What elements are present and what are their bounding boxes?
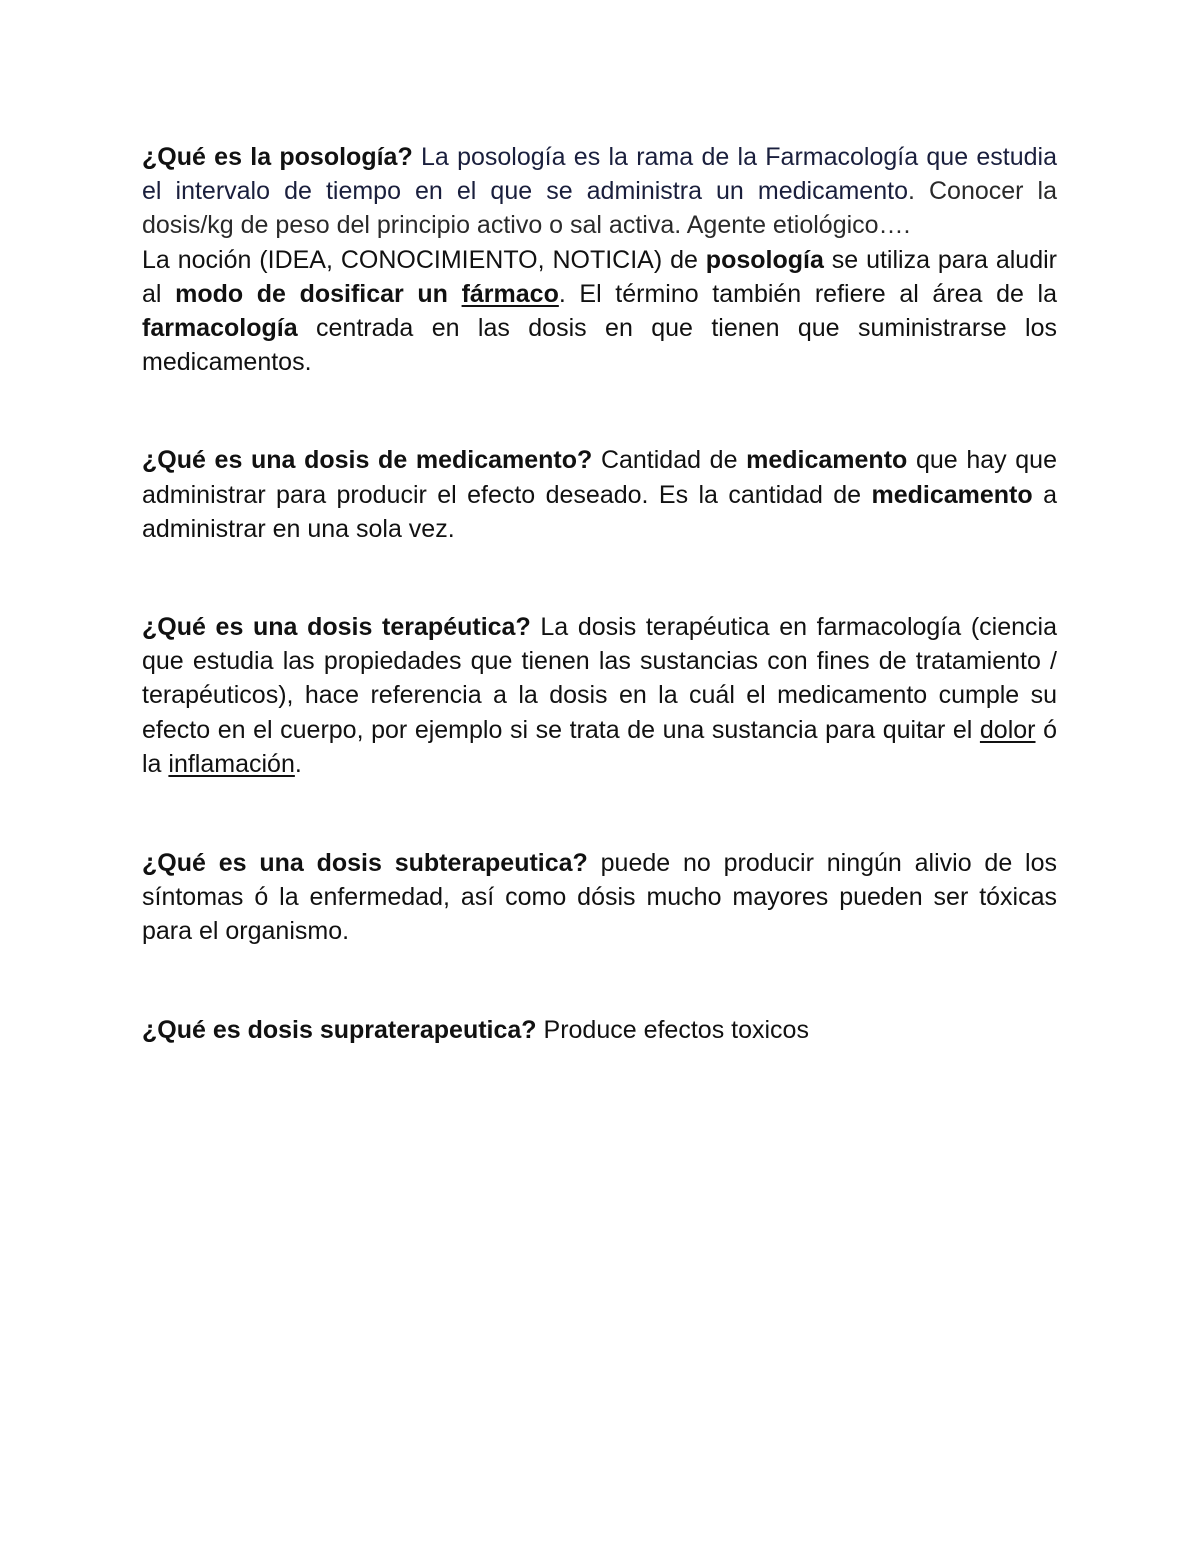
paragraph-dosis-terapeutica <box>142 610 1057 781</box>
inflamacion-link[interactable]: inflamación <box>168 749 295 778</box>
paragraph-text: La posología es la rama de la Farmacología que estudia el intervalo de tiempo en el que se administra un medicamento <box>142 143 1057 206</box>
bold-term: modo de dosificar un <box>175 279 462 308</box>
paragraph-text: Cantidad de <box>592 446 747 475</box>
paragraph-text: . Conocer la dosis/kg de peso del principio activo o sal activa. Agente etiológico…. <box>142 177 1058 240</box>
paragraph-text: ó la <box>142 715 1057 778</box>
bold-term: medicamento <box>871 480 1033 509</box>
paragraph-posologia-notion <box>142 243 1057 380</box>
paragraph-text: . El término también refiere al área de la <box>558 279 1057 308</box>
farmaco-link[interactable]: fármaco <box>461 279 559 308</box>
question-heading: ¿Qué es una dosis de medicamento? <box>142 446 593 475</box>
paragraph-text: Produce efectos toxicos <box>536 1015 809 1044</box>
bold-term: farmacología <box>142 314 298 343</box>
paragraph-posologia-definition <box>142 140 1057 243</box>
question-heading: ¿Qué es una dosis terapéutica? <box>142 613 531 642</box>
question-heading: ¿Qué es dosis supraterapeutica? <box>142 1015 537 1044</box>
paragraph-text: se utiliza para aludir al <box>142 245 1057 308</box>
question-heading: ¿Qué es la posología? <box>142 143 413 171</box>
paragraph-text: centrada en las dosis en que tienen que suministrarse los medicamentos. <box>142 314 1057 377</box>
bold-term: posología <box>705 245 824 274</box>
dolor-link[interactable]: dolor <box>979 715 1036 744</box>
paragraph-text: . <box>294 749 302 778</box>
paragraph-text: puede no producir ningún alivio de los síntomas ó la enfermedad, así como dósis mucho mayores pueden ser tóxicas para el organismo. <box>142 849 1058 946</box>
question-heading: ¿Qué es una dosis subterapeutica? <box>142 849 588 878</box>
paragraph-text: La noción (IDEA, CONOCIMIENTO, NOTICIA) de <box>142 245 706 274</box>
paragraph-dosis-subterapeutica <box>142 846 1057 949</box>
paragraph-text: a administrar en una sola vez. <box>142 480 1057 543</box>
document-body <box>142 140 1057 1047</box>
paragraph-dosis-medicamento <box>142 443 1057 546</box>
paragraph-text: que hay que administrar para producir el efecto deseado. Es la cantidad de <box>142 446 1057 509</box>
bold-term: medicamento <box>746 446 908 475</box>
paragraph-dosis-supraterapeutica <box>142 1013 1057 1047</box>
paragraph-text: La dosis terapéutica en farmacología (ciencia que estudia las propiedades que tienen las sustancias con fines de tratamiento / terapéuticos), hace referencia a la dosis en la cuál el medicamento cumple su efecto en el cuerpo, por ejemplo si se trata de una sustancia para quitar el <box>142 613 1057 744</box>
